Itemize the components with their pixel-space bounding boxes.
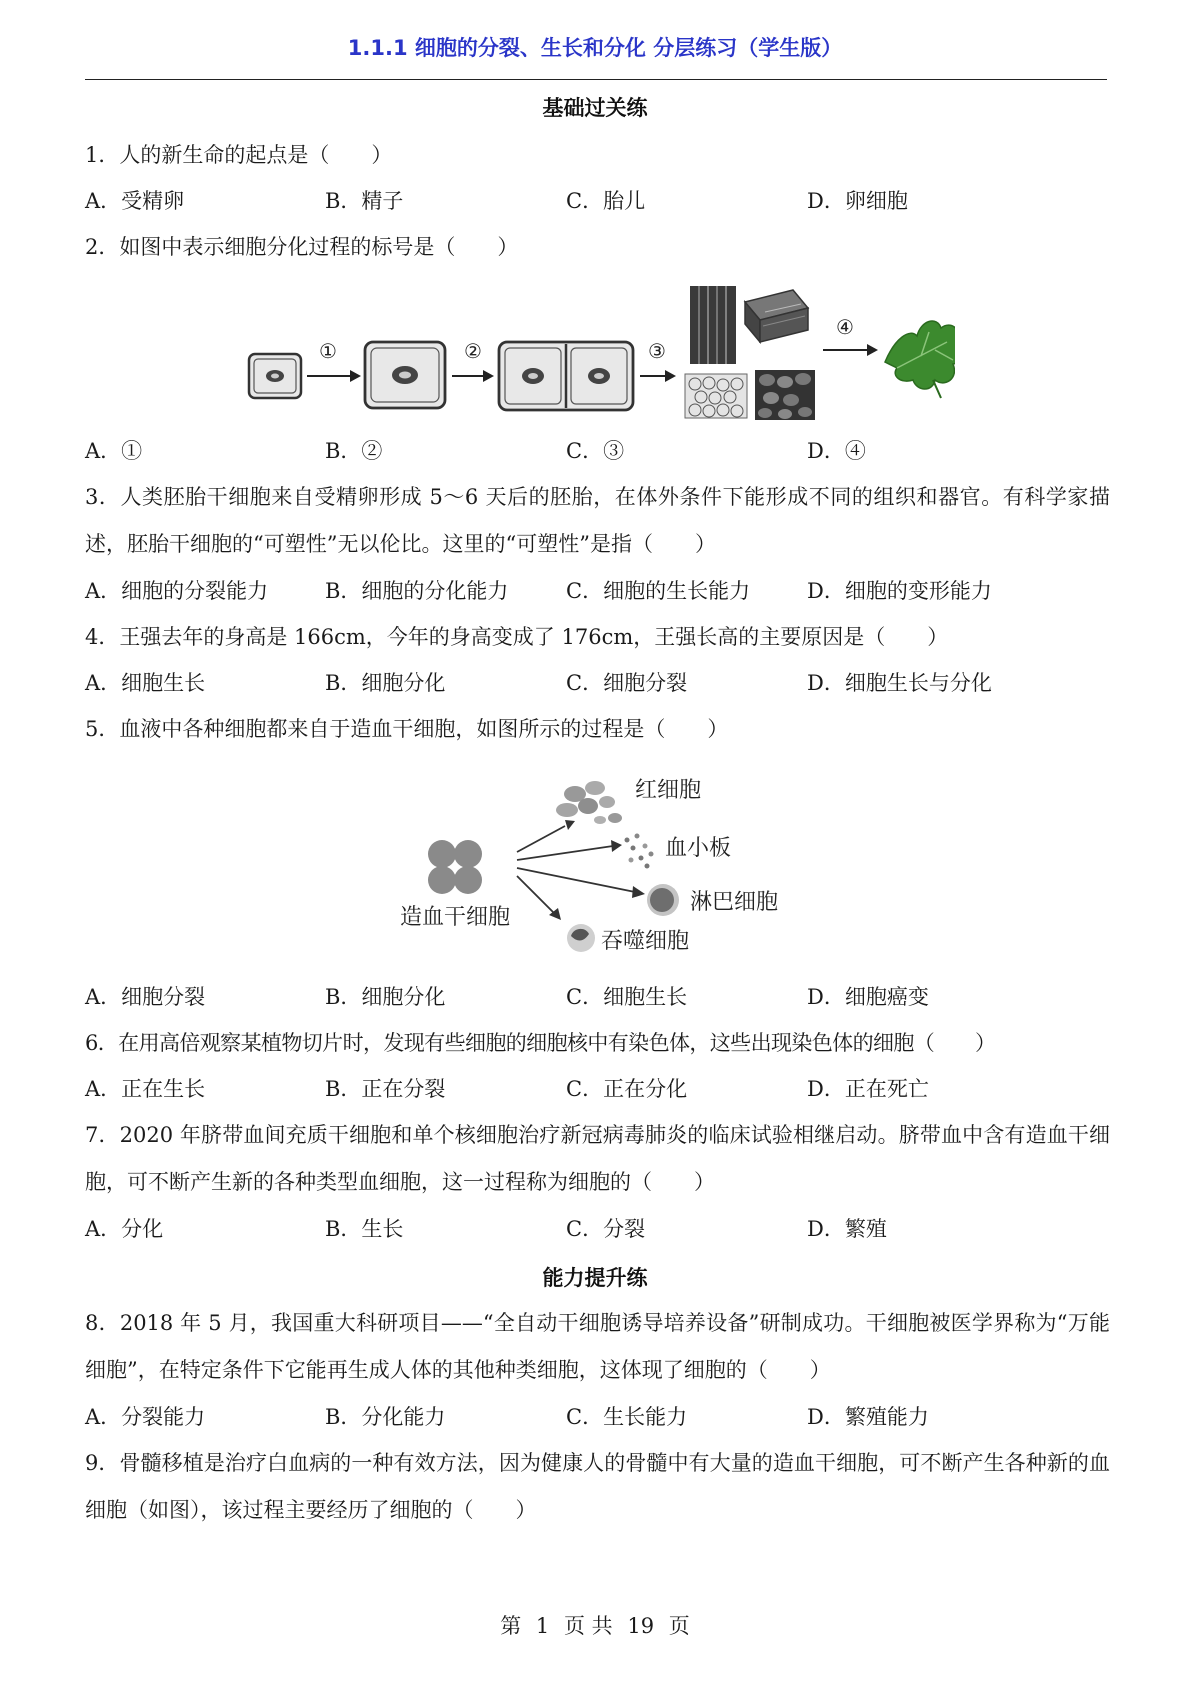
question-4	[85, 614, 1110, 661]
question-9	[85, 1440, 1110, 1534]
question-stem: 血液中各种细胞都来自于造血干细胞，如图所示的过程是（ ）	[119, 717, 729, 741]
option-d[interactable]: D．细胞的变形能力	[807, 579, 992, 603]
question-3-options	[85, 568, 1110, 615]
question-number: 5．	[85, 717, 120, 741]
option-b[interactable]: B．细胞分化	[325, 671, 446, 695]
platelets	[625, 834, 654, 869]
leaf-organ	[885, 321, 955, 398]
option-a[interactable]: A．细胞分裂	[85, 985, 206, 1009]
option-d[interactable]: D．卵细胞	[807, 189, 908, 213]
question-5	[85, 706, 1110, 753]
question-7	[85, 1112, 1110, 1206]
option-c[interactable]: C．生长能力	[566, 1405, 688, 1429]
label-lymphocyte: 淋巴细胞	[690, 890, 779, 915]
single-cell-large	[365, 342, 445, 408]
stem-cell-cluster	[428, 840, 482, 894]
option-b[interactable]: B．分化能力	[325, 1405, 446, 1429]
option-d[interactable]: D．繁殖	[807, 1217, 887, 1241]
option-a[interactable]: A．正在生长	[85, 1077, 206, 1101]
section-title-basic: 基础过关练	[542, 96, 648, 120]
option-c[interactable]: C．分裂	[566, 1217, 646, 1241]
option-d[interactable]: D．繁殖能力	[807, 1405, 929, 1429]
question-stem: 2020 年脐带血间充质干细胞和单个核细胞治疗新冠病毒肺炎的临床试验相继启动。脐带血中含有造血干细胞，可不断产生新的各种类型血细胞，这一过程称为细胞的（ ）	[85, 1123, 1110, 1194]
question-stem: 骨髓移植是治疗白血病的一种有效方法，因为健康人的骨髓中有大量的造血干细胞，可不断产生各种新的血细胞（如图），该过程主要经历了细胞的（ ）	[85, 1451, 1110, 1522]
footer-page-number: 1	[535, 1614, 550, 1638]
question-8	[85, 1300, 1110, 1394]
question-1-options	[85, 178, 1110, 225]
footer-suffix: 页	[668, 1614, 690, 1638]
option-c[interactable]: C．③	[566, 439, 625, 463]
hematopoiesis-figure	[395, 770, 815, 970]
option-d[interactable]: D．④	[807, 439, 866, 463]
option-d[interactable]: D．正在死亡	[807, 1077, 929, 1101]
question-6-options	[85, 1066, 1110, 1113]
question-2	[85, 224, 1110, 271]
question-stem: 人的新生命的起点是（ ）	[119, 143, 393, 167]
question-stem: 在用高倍观察某植物切片时，发现有些细胞的细胞核中有染色体，这些出现染色体的细胞（ ）	[118, 1031, 996, 1055]
option-a[interactable]: A．分化	[85, 1217, 164, 1241]
option-c[interactable]: C．细胞的生长能力	[566, 579, 751, 603]
question-number: 9．	[85, 1451, 120, 1475]
step-label-3: ③	[648, 339, 666, 363]
question-stem: 人类胚胎干细胞来自受精卵形成 5～6 天后的胚胎，在体外条件下能形成不同的组织和器官。有科学家描述，胚胎干细胞的“可塑性”无以伦比。这里的“可塑性”是指（ ）	[85, 485, 1110, 556]
label-red-blood-cell: 红细胞	[635, 778, 702, 803]
option-a[interactable]: A．分裂能力	[85, 1405, 206, 1429]
option-a[interactable]: A．①	[85, 439, 143, 463]
option-b[interactable]: B．正在分裂	[325, 1077, 446, 1101]
step-label-1: ①	[319, 339, 337, 363]
question-stem: 2018 年 5 月，我国重大科研项目——“全自动干细胞诱导培养设备”研制成功。干细胞被医学界称为“万能细胞”，在特定条件下它能再生成人体的其他种类细胞，这体现了细胞的（ ）	[85, 1311, 1110, 1382]
single-cell-small	[249, 354, 301, 398]
cell-differentiation-figure	[245, 280, 955, 425]
option-b[interactable]: B．细胞的分化能力	[325, 579, 509, 603]
option-b[interactable]: B．精子	[325, 189, 404, 213]
option-a[interactable]: A．细胞的分裂能力	[85, 579, 269, 603]
option-b[interactable]: B．细胞分化	[325, 985, 446, 1009]
question-8-options	[85, 1394, 1110, 1441]
option-a[interactable]: A．受精卵	[85, 189, 185, 213]
page-title: 1.1.1 细胞的分裂、生长和分化 分层练习（学生版）	[347, 36, 843, 60]
divided-cells	[499, 342, 633, 410]
option-b[interactable]: B．生长	[325, 1217, 404, 1241]
page-footer	[0, 1610, 1190, 1640]
question-stem: 如图中表示细胞分化过程的标号是（ ）	[119, 235, 519, 259]
footer-total-pages: 19	[627, 1614, 655, 1638]
protective-tissue	[745, 290, 808, 342]
question-number: 7．	[85, 1123, 120, 1147]
question-3	[85, 474, 1110, 568]
label-phagocyte: 吞噬细胞	[601, 929, 690, 954]
red-blood-cells	[556, 781, 622, 824]
footer-mid: 页 共	[563, 1614, 613, 1638]
step-label-2: ②	[464, 339, 482, 363]
question-1	[85, 132, 1110, 179]
lymphocyte	[647, 884, 679, 916]
question-2-options	[85, 428, 1110, 475]
question-number: 4．	[85, 625, 120, 649]
question-number: 2．	[85, 235, 120, 259]
parenchyma-tissue	[685, 374, 747, 418]
option-a[interactable]: A．细胞生长	[85, 671, 206, 695]
question-6	[85, 1020, 1110, 1067]
option-d[interactable]: D．细胞癌变	[807, 985, 929, 1009]
meristem-tissue	[755, 370, 815, 420]
question-number: 3．	[85, 485, 121, 509]
question-7-options	[85, 1206, 1110, 1253]
option-d[interactable]: D．细胞生长与分化	[807, 671, 992, 695]
question-number: 6．	[85, 1031, 119, 1055]
option-c[interactable]: C．细胞分裂	[566, 671, 688, 695]
question-5-options	[85, 974, 1110, 1021]
question-number: 1．	[85, 143, 120, 167]
label-stem-cell: 造血干细胞	[399, 905, 511, 930]
option-c[interactable]: C．胎儿	[566, 189, 646, 213]
phagocyte	[567, 924, 595, 952]
option-c[interactable]: C．正在分化	[566, 1077, 688, 1101]
title-divider	[85, 79, 1107, 80]
label-platelet: 血小板	[665, 836, 732, 861]
footer-prefix: 第	[500, 1614, 522, 1638]
option-b[interactable]: B．②	[325, 439, 383, 463]
option-c[interactable]: C．细胞生长	[566, 985, 688, 1009]
question-number: 8．	[85, 1311, 120, 1335]
conducting-tissue	[690, 286, 736, 364]
section-title-advanced: 能力提升练	[542, 1266, 648, 1290]
step-label-4: ④	[836, 315, 854, 339]
question-stem: 王强去年的身高是 166cm，今年的身高变成了 176cm，王强长高的主要原因是（ ）	[119, 625, 949, 649]
question-4-options	[85, 660, 1110, 707]
